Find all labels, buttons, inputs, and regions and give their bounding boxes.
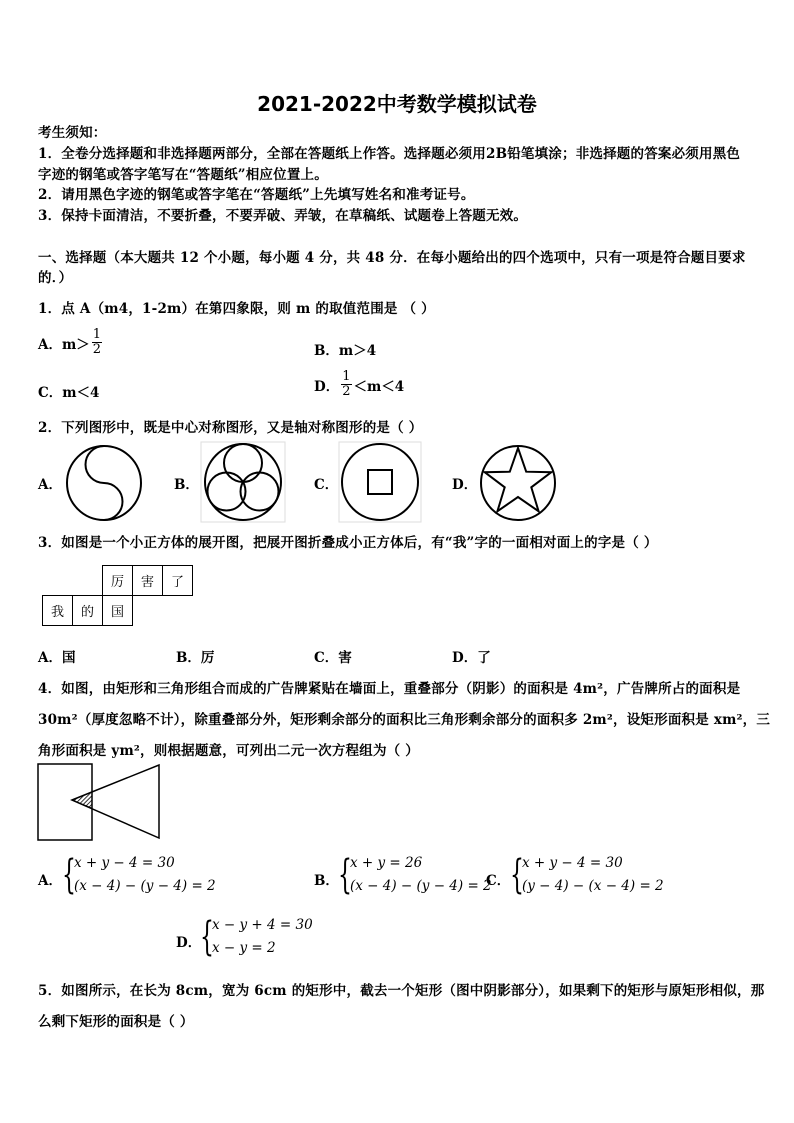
question-2-stem: 2．下列图形中，既是中心对称图形，又是轴对称图形的是（ ） [38, 420, 423, 436]
question-4-stem: 4．如图，由矩形和三角形组合而成的广告牌紧贴在墙面上，重叠部分（阴影）的面积是 4m²，广告牌所占的面积是 [38, 681, 741, 697]
billboard-figure [36, 762, 164, 842]
cube-net-figure [42, 565, 193, 626]
question-5-stem: 么剩下矩形的面积是（ ） [38, 1014, 194, 1030]
q2-option-d-label[interactable]: D． [452, 477, 478, 493]
circle-with-square-figure [338, 441, 422, 523]
brace-icon: { [510, 852, 524, 898]
notice-line: 2．请用黑色字迹的钢笔或答字笔在“答题纸”上先填写姓名和准考证号。 [38, 187, 475, 203]
q4-option-b-label[interactable]: B． [314, 873, 339, 889]
q4-option-d-label[interactable]: D． [176, 935, 202, 951]
equation: (y − 4) − (x − 4) = 2 [522, 878, 664, 894]
question-5-stem: 5．如图所示，在长为 8cm，宽为 6cm 的矩形中，截去一个矩形（图中阴影部分），如果剩下的矩形与原矩形相似，那 [38, 983, 765, 999]
q4-option-d-system [200, 914, 313, 960]
fraction-numerator: 1 [92, 327, 102, 342]
q4-option-a-label[interactable]: A． [38, 873, 62, 889]
q3-option-a[interactable]: A．国 [38, 650, 76, 666]
net-cell: 害 [133, 566, 163, 596]
question-1-stem: 1．点 A（m4，1-2m）在第四象限，则 m 的取值范围是 （ ） [38, 301, 435, 317]
net-cell: 我 [43, 596, 73, 626]
equation: x + y = 26 [350, 855, 423, 871]
notice-line: 3．保持卡面清洁，不要折叠，不要弄破、弄皱，在草稿纸、试题卷上答题无效。 [38, 208, 528, 224]
q4-option-c-label[interactable]: C． [486, 873, 511, 889]
net-cell: 的 [73, 596, 103, 626]
q1-option-b[interactable]: B．m＞4 [314, 343, 377, 359]
q2-option-a-label[interactable]: A． [38, 477, 62, 493]
brace-icon: { [338, 852, 352, 898]
q1-option-a[interactable] [38, 328, 104, 357]
option-prefix: A．m＞ [38, 336, 90, 353]
net-cell-blank [43, 566, 73, 596]
net-cell: 国 [103, 596, 133, 626]
q4-option-c-system [510, 852, 664, 898]
equation: x + y − 4 = 30 [522, 855, 623, 871]
fraction [92, 328, 102, 357]
equation: x + y − 4 = 30 [74, 855, 175, 871]
section-heading: 的．） [38, 270, 73, 286]
equation: x − y + 4 = 30 [212, 917, 313, 933]
circle-with-star-figure [478, 443, 558, 523]
net-cell-blank [163, 596, 193, 626]
q4-option-b-system [338, 852, 492, 898]
q2-option-c-label[interactable]: C． [314, 477, 339, 493]
net-cell-blank [133, 596, 163, 626]
question-4-stem: 30m²（厚度忽略不计），除重叠部分外，矩形剩余部分的面积比三角形剩余部分的面积多 2m²，设矩形面积是 xm²，三 [38, 712, 771, 728]
question-4-stem: 角形面积是 ym²，则根据题意，可列出二元一次方程组为（ ） [38, 743, 419, 759]
fraction [341, 370, 351, 399]
q3-option-b[interactable]: B．厉 [176, 650, 215, 666]
q3-option-c[interactable]: C．害 [314, 650, 352, 666]
notice-heading: 考生须知： [38, 125, 107, 141]
page-title: 2021-2022中考数学模拟试卷 [257, 92, 537, 116]
q1-option-c[interactable]: C．m＜4 [38, 385, 100, 401]
notice-line: 1．全卷分选择题和非选择题两部分，全部在答题纸上作答。选择题必须用2B铅笔填涂；非选择题的答案必须用黑色 [38, 146, 741, 162]
equation: (x − 4) − (y − 4) = 2 [74, 878, 216, 894]
q4-option-a-system [62, 852, 216, 898]
three-petal-circle-figure [200, 441, 286, 523]
yin-yang-figure [64, 443, 144, 523]
net-cell: 厉 [103, 566, 133, 596]
net-cell-blank [73, 566, 103, 596]
q3-option-d[interactable]: D．了 [452, 650, 491, 666]
q2-option-b-label[interactable]: B． [174, 477, 199, 493]
brace-icon: { [200, 914, 214, 960]
notice-line: 字迹的钢笔或答字笔写在“答题纸”相应位置上。 [38, 167, 328, 183]
net-cell: 了 [163, 566, 193, 596]
equation: (x − 4) − (y − 4) = 2 [350, 878, 492, 894]
question-3-stem: 3．如图是一个小正方体的展开图，把展开图折叠成小正方体后，有“我”字的一面相对面上的字是（ ） [38, 535, 658, 551]
brace-icon: { [62, 852, 76, 898]
option-prefix: D． [314, 378, 340, 395]
q1-option-d[interactable] [314, 370, 404, 399]
option-suffix: ＜m＜4 [353, 378, 405, 395]
fraction-numerator: 1 [342, 369, 351, 384]
equation: x − y = 2 [212, 940, 276, 956]
fraction-denominator: 2 [342, 384, 351, 399]
fraction-denominator: 2 [92, 342, 102, 357]
section-heading: 一、选择题（本大题共 12 个小题，每小题 4 分，共 48 分．在每小题给出的四个选项中，只有一项是符合题目要求 [38, 250, 746, 266]
